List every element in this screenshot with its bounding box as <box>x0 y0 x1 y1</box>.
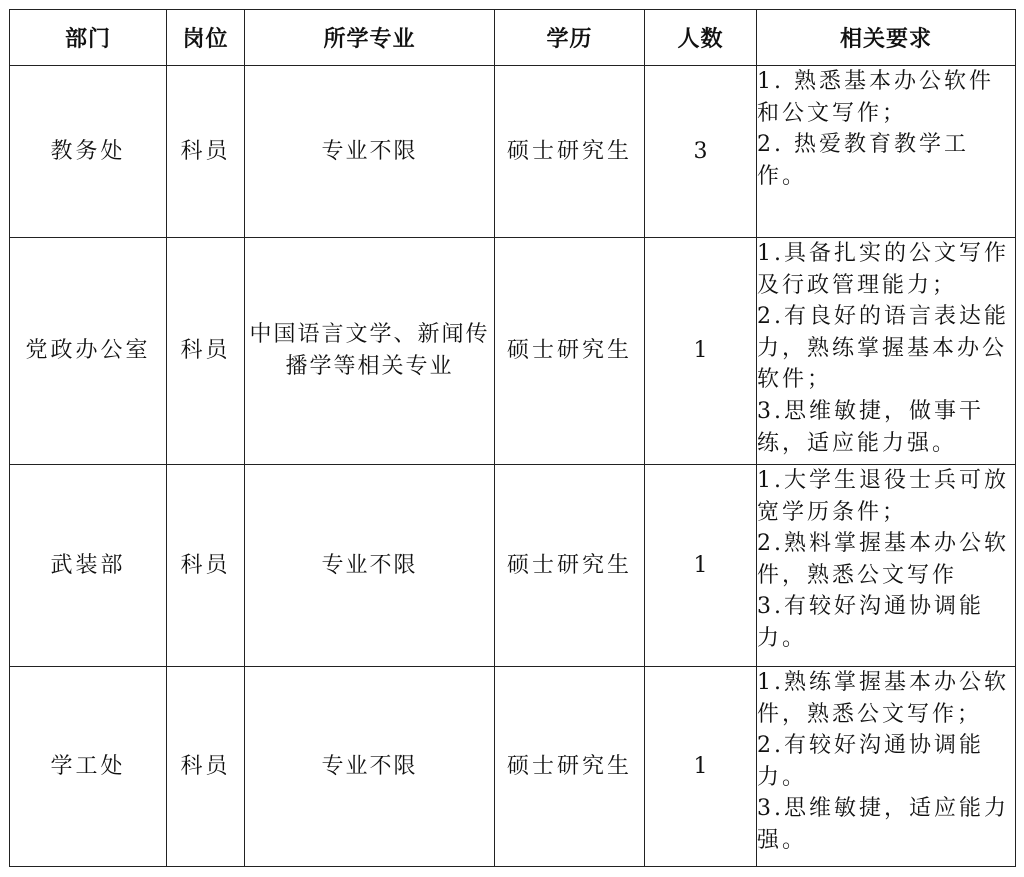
requirement-item: 3.思维敏捷，做事干练，适应能力强。 <box>757 398 984 456</box>
position-cell: 科员 <box>167 465 245 667</box>
requirements-cell <box>757 667 1016 867</box>
requirement-item: 2.有较好沟通协调能力。 <box>757 733 984 790</box>
header-education: 学历 <box>495 10 645 66</box>
table-row <box>10 238 1016 465</box>
education-cell: 硕士研究生 <box>495 66 645 238</box>
dept-cell: 武装部 <box>10 465 167 667</box>
education-cell: 硕士研究生 <box>495 667 645 867</box>
requirement-item: 1. 熟悉基本办公软件和公文写作； <box>757 69 994 126</box>
header-major: 所学专业 <box>245 10 495 66</box>
table-row <box>10 465 1016 667</box>
major-cell: 专业不限 <box>245 667 495 867</box>
header-position: 岗位 <box>167 10 245 66</box>
count-cell: 3 <box>645 66 757 238</box>
recruitment-table <box>9 9 1016 867</box>
dept-cell: 学工处 <box>10 667 167 867</box>
requirements-cell <box>757 66 1016 238</box>
header-dept: 部门 <box>10 10 167 66</box>
header-row <box>10 10 1016 66</box>
requirement-item: 1.熟练掌握基本办公软件，熟悉公文写作； <box>757 670 1009 727</box>
requirement-item: 2.有良好的语言表达能力，熟练掌握基本办公软件； <box>757 304 1009 393</box>
position-cell: 科员 <box>167 667 245 867</box>
requirement-item: 3.思维敏捷，适应能力强。 <box>757 796 1009 853</box>
dept-cell: 教务处 <box>10 66 167 238</box>
count-cell: 1 <box>645 238 757 465</box>
requirement-item: 2.熟料掌握基本办公软件，熟悉公文写作 <box>757 531 1009 588</box>
major-cell: 中国语言文学、新闻传播学等相关专业 <box>245 238 495 465</box>
requirement-item: 2. 热爱教育教学工作。 <box>757 132 969 189</box>
position-cell: 科员 <box>167 238 245 465</box>
requirements-cell <box>757 465 1016 667</box>
table-row <box>10 667 1016 867</box>
position-cell: 科员 <box>167 66 245 238</box>
dept-cell: 党政办公室 <box>10 238 167 465</box>
major-cell: 专业不限 <box>245 465 495 667</box>
count-cell: 1 <box>645 465 757 667</box>
requirements-cell <box>757 238 1016 465</box>
requirement-item: 3.有较好沟通协调能力。 <box>757 594 984 651</box>
table-row <box>10 66 1016 238</box>
requirement-item: 1.具备扎实的公文写作及行政管理能力； <box>757 241 1009 298</box>
header-requirements: 相关要求 <box>757 10 1016 66</box>
count-cell: 1 <box>645 667 757 867</box>
requirement-item: 1.大学生退役士兵可放宽学历条件； <box>757 468 1009 525</box>
major-cell: 专业不限 <box>245 66 495 238</box>
education-cell: 硕士研究生 <box>495 238 645 465</box>
education-cell: 硕士研究生 <box>495 465 645 667</box>
header-count: 人数 <box>645 10 757 66</box>
